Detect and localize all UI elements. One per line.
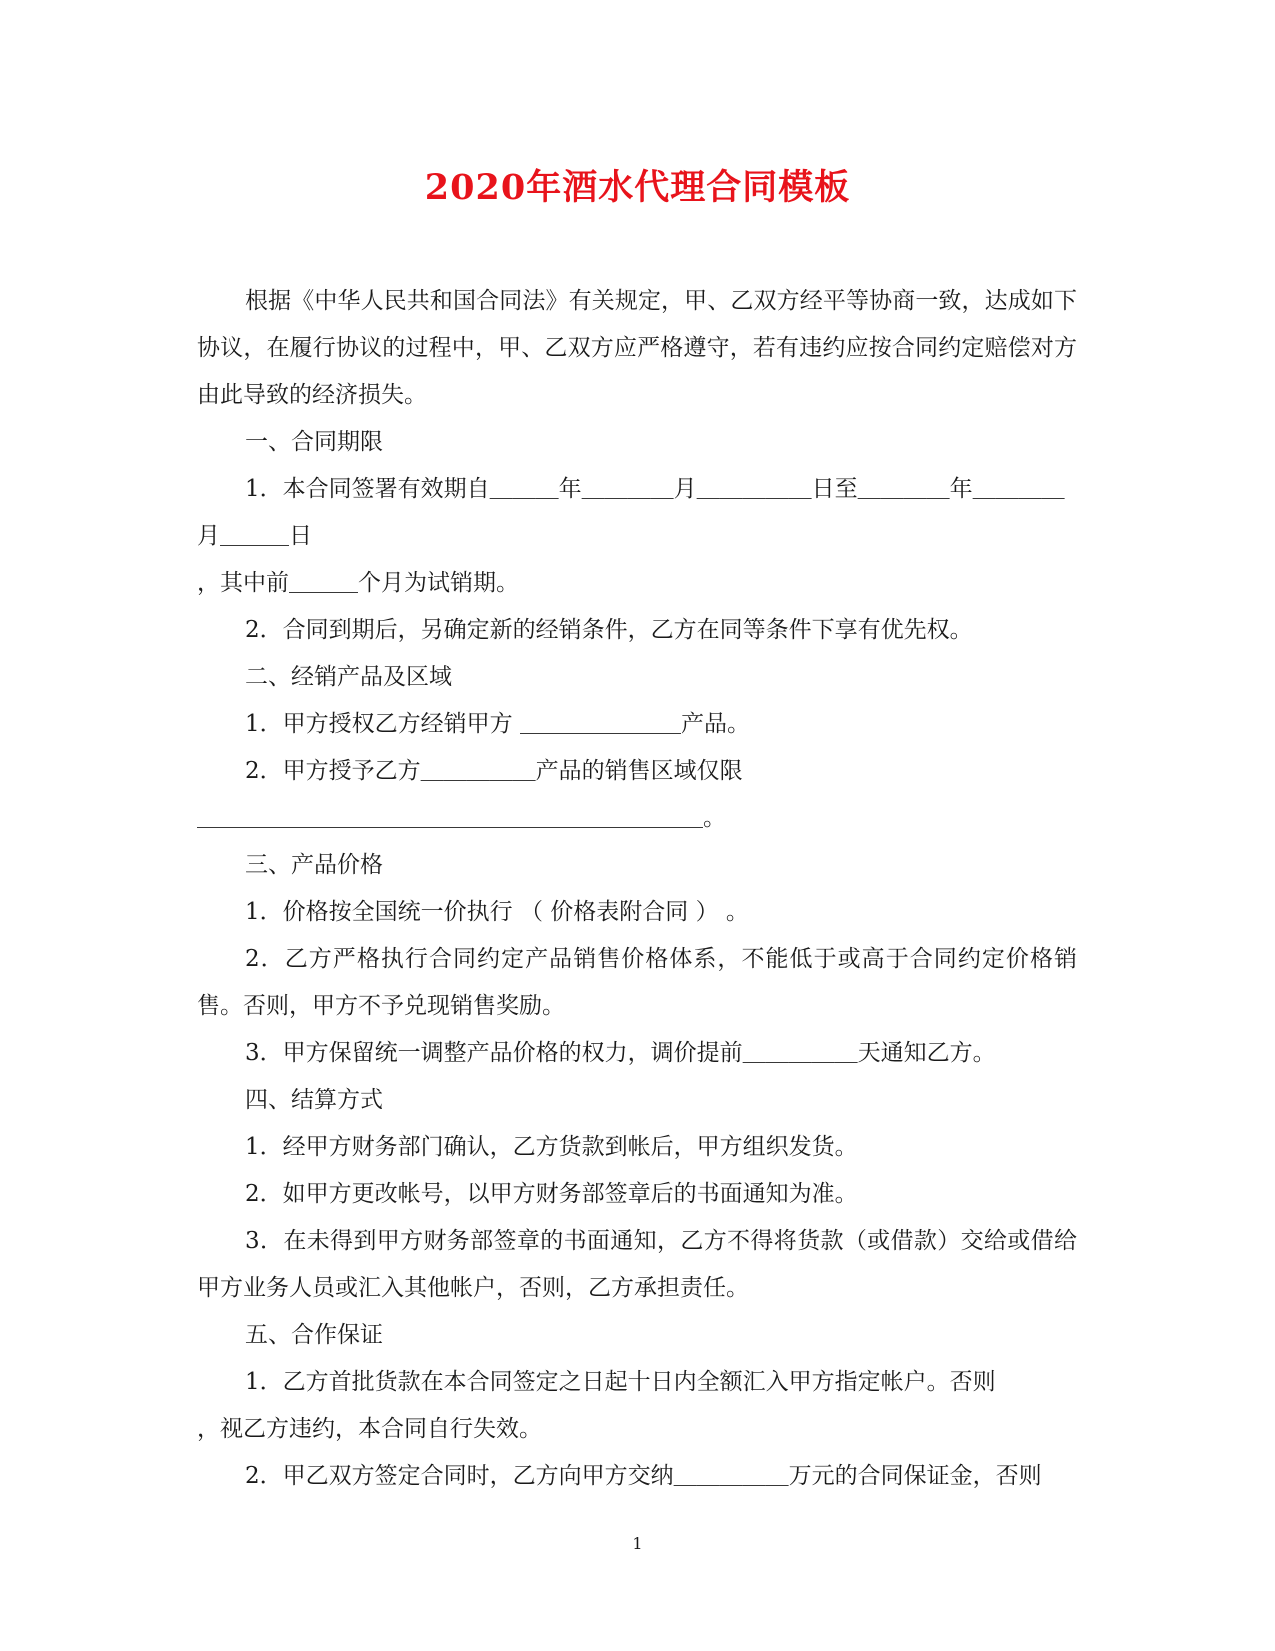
clause-2-2-continued: ＿＿＿＿＿＿＿＿＿＿＿＿＿＿＿＿＿＿＿＿＿＿。 bbox=[197, 805, 726, 831]
section-heading-price: 三、产品价格 bbox=[245, 852, 383, 878]
section-heading-products: 二、经销产品及区域 bbox=[245, 664, 452, 690]
clause-4-1: 1．经甲方财务部门确认，乙方货款到帐后，甲方组织发货。 bbox=[245, 1134, 858, 1160]
section-heading-settlement: 四、结算方式 bbox=[245, 1087, 383, 1113]
clause-5-2: 2．甲乙双方签定合同时，乙方向甲方交纳＿＿＿＿＿万元的合同保证金，否则 bbox=[245, 1463, 1042, 1489]
clause-1-1: 1．本合同签署有效期自＿＿＿年＿＿＿＿月＿＿＿＿＿日至＿＿＿＿年＿＿＿＿ 月＿＿＿日 bbox=[197, 476, 1072, 549]
clause-1-1-continued: ，其中前＿＿＿个月为试销期。 bbox=[197, 570, 519, 596]
clause-2-1: 1．甲方授权乙方经销甲方 ＿＿＿＿＿＿＿产品。 bbox=[245, 711, 750, 737]
document-body bbox=[197, 278, 1077, 1500]
clause-2-2: 2．甲方授予乙方＿＿＿＿＿产品的销售区域仅限 bbox=[245, 758, 743, 784]
clause-3-2: 2．乙方严格执行合同约定产品销售价格体系，不能低于或高于合同约定价格销售。否则，甲方不予兑现销售奖励。 bbox=[197, 946, 1077, 1019]
clause-5-1: 1．乙方首批货款在本合同签定之日起十日内全额汇入甲方指定帐户。否则 bbox=[245, 1369, 996, 1395]
page-number: 1 bbox=[632, 1534, 643, 1553]
paragraph-preamble: 根据《中华人民共和国合同法》有关规定，甲、乙双方经平等协商一致，达成如下协议，在履行协议的过程中，甲、乙双方应严格遵守，若有违约应按合同约定赔偿对方由此导致的经济损失。 bbox=[197, 288, 1077, 408]
document-title: 2020年酒水代理合同模板 bbox=[424, 167, 851, 208]
section-heading-guarantee: 五、合作保证 bbox=[245, 1322, 383, 1348]
clause-3-1: 1．价格按全国统一价执行 （ 价格表附合同 ） 。 bbox=[245, 899, 749, 925]
clause-3-3: 3．甲方保留统一调整产品价格的权力，调价提前＿＿＿＿＿天通知乙方。 bbox=[245, 1040, 996, 1066]
clause-1-2: 2．合同到期后，另确定新的经销条件，乙方在同等条件下享有优先权。 bbox=[245, 617, 973, 643]
clause-5-1-continued: ，视乙方违约，本合同自行失效。 bbox=[197, 1416, 542, 1442]
section-heading-term: 一、合同期限 bbox=[245, 429, 383, 455]
clause-4-2: 2．如甲方更改帐号，以甲方财务部签章后的书面通知为准。 bbox=[245, 1181, 858, 1207]
clause-4-3: 3．在未得到甲方财务部签章的书面通知，乙方不得将货款（或借款）交给或借给甲方业务人员或汇入其他帐户，否则，乙方承担责任。 bbox=[197, 1228, 1077, 1301]
